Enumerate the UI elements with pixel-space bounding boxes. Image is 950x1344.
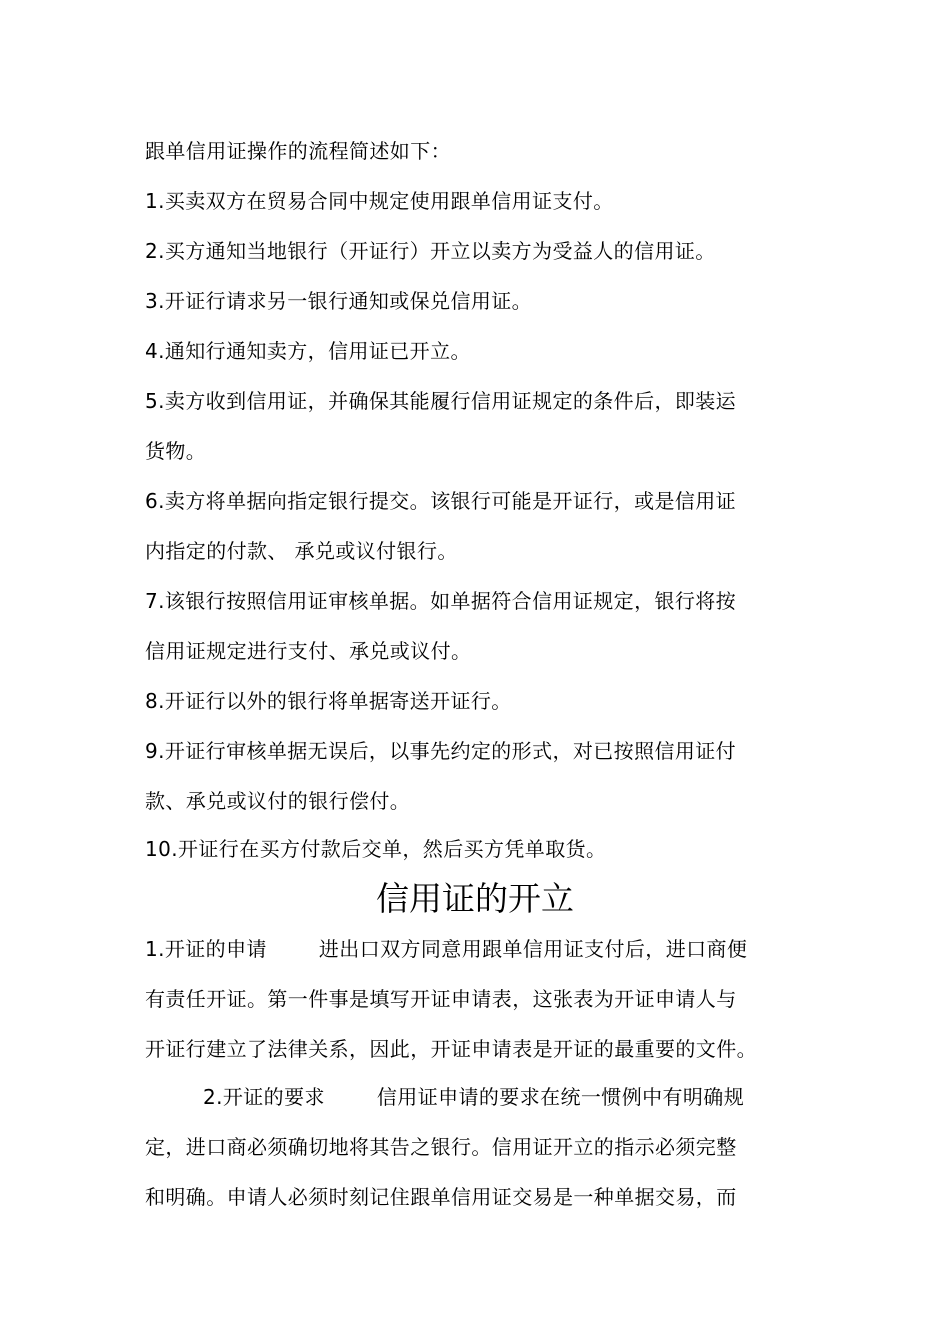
section2-line-2: 定，进口商必须确切地将其告之银行。信用证开立的指示必须完整 xyxy=(145,1135,737,1159)
step-7-cont: 信用证规定进行支付、承兑或议付。 xyxy=(145,639,472,663)
step-9: 9.开证行审核单据无误后，以事先约定的形式，对已按照信用证付 xyxy=(145,739,737,763)
section1-label: 1.开证的申请 xyxy=(145,937,267,961)
section2-first-line xyxy=(203,1082,815,1112)
step-4: 4.通知行通知卖方，信用证已开立。 xyxy=(145,339,471,363)
step-1: 1.买卖双方在贸易合同中规定使用跟单信用证支付。 xyxy=(145,189,614,213)
intro-text: 跟单信用证操作的流程简述如下： xyxy=(145,139,451,163)
step-10: 10.开证行在买方付款后交单，然后买方凭单取货。 xyxy=(145,837,607,861)
section1-lead: 进出口双方同意用跟单信用证支付后，进口商便 xyxy=(318,937,748,961)
step-5: 5.卖方收到信用证，并确保其能履行信用证规定的条件后，即装运 xyxy=(145,389,737,413)
section1-line-2: 有责任开证。第一件事是填写开证申请表，这张表为开证申请人与 xyxy=(145,987,737,1011)
step-2: 2.买方通知当地银行（开证行）开立以卖方为受益人的信用证。 xyxy=(145,239,716,263)
step-3: 3.开证行请求另一银行通知或保兑信用证。 xyxy=(145,289,533,313)
step-6-cont: 内指定的付款、 承兑或议付银行。 xyxy=(145,539,458,563)
step-5-cont: 货物。 xyxy=(145,439,207,463)
section1-line-3: 开证行建立了法律关系，因此，开证申请表是开证的最重要的文件。 xyxy=(145,1037,757,1061)
section2-lead: 信用证申请的要求在统一惯例中有明确规 xyxy=(376,1085,745,1109)
section-title: 信用证的开立 xyxy=(376,879,574,918)
step-8: 8.开证行以外的银行将单据寄送开证行。 xyxy=(145,689,512,713)
step-7: 7.该银行按照信用证审核单据。如单据符合信用证规定，银行将按 xyxy=(145,589,737,613)
section2-label: 2.开证的要求 xyxy=(203,1085,325,1109)
step-9-cont: 款、承兑或议付的银行偿付。 xyxy=(145,789,411,813)
step-6: 6.卖方将单据向指定银行提交。该银行可能是开证行，或是信用证 xyxy=(145,489,737,513)
section2-line-3: 和明确。申请人必须时刻记住跟单信用证交易是一种单据交易，而 xyxy=(145,1185,737,1209)
section1-first-line xyxy=(145,934,815,964)
